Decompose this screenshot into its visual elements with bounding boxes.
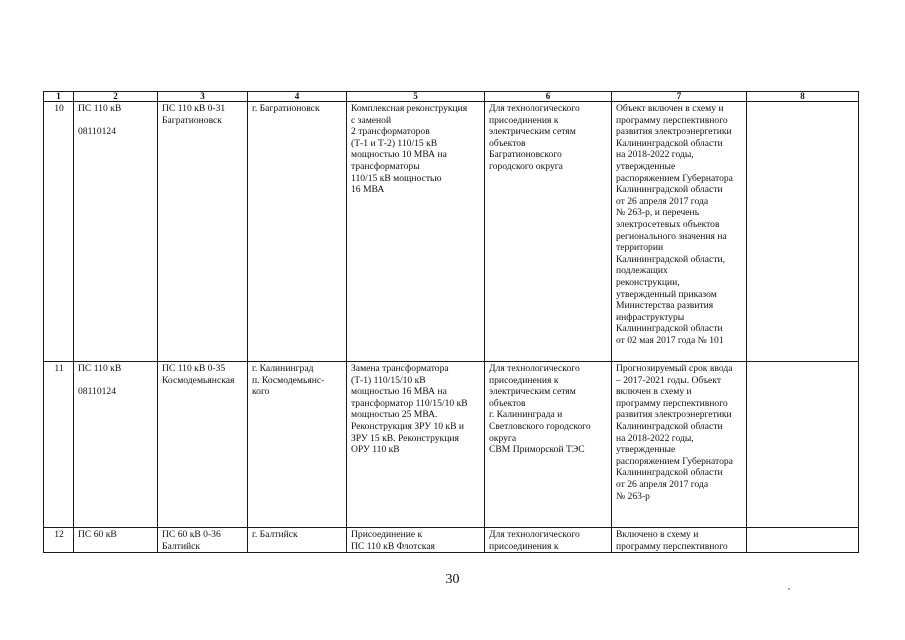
purpose-cell: Для технологического присоединения к электрическим сетям объектов Багратионовского городского округа	[485, 102, 612, 362]
row-number-cell: 11	[44, 362, 74, 528]
column-number-2: 2	[74, 92, 158, 102]
table-row	[44, 102, 859, 362]
column-number-5: 5	[347, 92, 485, 102]
location-cell: г. Багратионовск	[248, 102, 347, 362]
row-number-cell: 10	[44, 102, 74, 362]
location-cell: г. Балтийск	[248, 528, 347, 553]
column-number-4: 4	[248, 92, 347, 102]
substation-name-cell: ПС 110 кВ 0-31 Багратионовск	[158, 102, 248, 362]
location-cell: г. Калининград п. Космодемьянс- кого	[248, 362, 347, 528]
investment-projects-table	[43, 91, 859, 553]
description-cell: Комплексная реконструкция с заменой 2 трансформаторов (Т-1 и Т-2) 110/15 кВ мощностью 10 МВА на трансформаторы 110/15 кВ мощностью 16 МВА	[347, 102, 485, 362]
substation-cell: ПС 110 кВ 08110124	[74, 362, 158, 528]
note-cell: Прогнозируемый срок ввода – 2017-2021 годы. Объект включен в схему и программу перспективного развития электроэнергетики Калининградской области на 2018-2022 годы, утвержденные распоряжением Губернатора Калининградской области от 26 апреля 2017 года № 263-р	[612, 362, 747, 528]
row-number-cell: 12	[44, 528, 74, 553]
table-header-row	[44, 92, 859, 102]
extra-cell	[747, 102, 859, 362]
substation-name-cell: ПС 60 кВ 0-36 Балтийск	[158, 528, 248, 553]
substation-cell: ПС 110 кВ 08110124	[74, 102, 158, 362]
table-row	[44, 528, 859, 553]
column-number-7: 7	[612, 92, 747, 102]
table-row	[44, 362, 859, 528]
column-number-6: 6	[485, 92, 612, 102]
column-number-8: 8	[747, 92, 859, 102]
column-number-1: 1	[44, 92, 74, 102]
note-cell: Объект включен в схему и программу перспективного развития электроэнергетики Калининградской области на 2018-2022 годы, утвержденные распоряжением Губернатора Калининградской области от 26 апреля 2017 года № 263-р, и перечень электросетевых объектов регионального значения на территории Калининградской области, подлежащих реконструкции, утвержденный приказом Министерства развития инфраструктуры Калининградской области от 02 мая 2017 года № 101	[612, 102, 747, 362]
extra-cell	[747, 362, 859, 528]
purpose-cell: Для технологического присоединения к электрическим сетям объектов г. Калининграда и Светловского городского округа СВМ Приморской ТЭС	[485, 362, 612, 528]
note-cell: Включено в схему и программу перспективного	[612, 528, 747, 553]
substation-cell: ПС 60 кВ	[74, 528, 158, 553]
description-cell: Замена трансформатора (Т-1) 110/15/10 кВ мощностью 16 МВА на трансформатор 110/15/10 кВ мощностью 25 МВА. Реконструкция ЗРУ 10 кВ и ЗРУ 15 кВ. Реконструкция ОРУ 110 кВ	[347, 362, 485, 528]
description-cell: Присоединение к ПС 110 кВ Флотская	[347, 528, 485, 553]
substation-name-cell: ПС 110 кВ 0-35 Космодемьянская	[158, 362, 248, 528]
extra-cell	[747, 528, 859, 553]
page-number: 30	[445, 572, 460, 587]
purpose-cell: Для технологического присоединения к	[485, 528, 612, 553]
column-number-3: 3	[158, 92, 248, 102]
scan-speck	[788, 588, 790, 590]
